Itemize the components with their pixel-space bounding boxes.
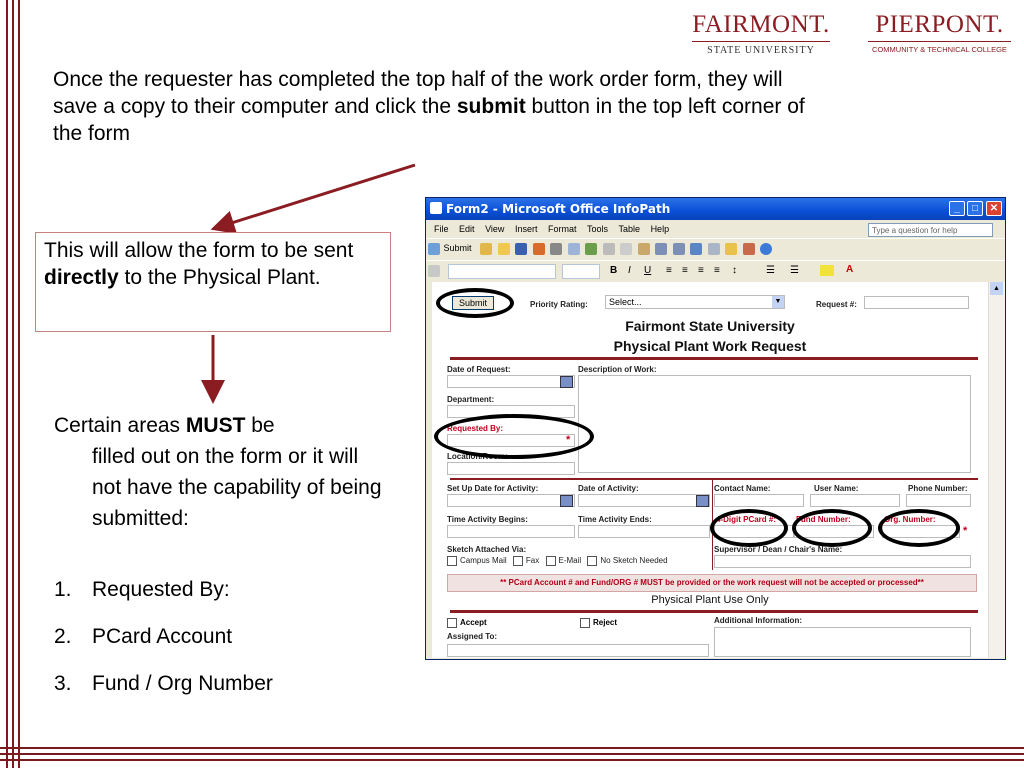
minimize-icon[interactable]: _: [949, 201, 965, 216]
align-left-icon[interactable]: ≡: [666, 265, 672, 276]
form-document: [432, 282, 988, 658]
supervisor-field[interactable]: [714, 555, 971, 568]
style-icon[interactable]: [428, 265, 440, 277]
reject-option: [580, 618, 617, 628]
highlight-pcard: [710, 509, 788, 547]
requirements-intro: [54, 410, 384, 534]
form-title-1: Fairmont State University: [625, 318, 795, 334]
request-number-label: Request #:: [816, 300, 857, 309]
email-icon[interactable]: [533, 243, 545, 255]
list-label: Requested By:: [92, 578, 230, 601]
highlight-icon[interactable]: [820, 265, 834, 276]
title-rule: [450, 357, 978, 360]
standard-toolbar: [426, 238, 1005, 260]
menu-help[interactable]: Help: [650, 224, 670, 234]
window-titlebar: [426, 198, 1005, 220]
accept-label: Accept: [460, 618, 487, 628]
requirements-text: Certain areas: [54, 414, 186, 437]
checkbox[interactable]: [580, 618, 590, 628]
highlight-fund: [792, 509, 872, 547]
font-name-dropdown[interactable]: [448, 264, 556, 279]
contact-name-field[interactable]: [714, 494, 804, 507]
list-item: [54, 625, 273, 672]
copy-icon[interactable]: [620, 243, 632, 255]
additional-info-field[interactable]: [714, 627, 971, 657]
infopath-window: [425, 197, 1006, 660]
font-color-icon[interactable]: A: [846, 264, 854, 275]
list-label: Fund / Org Number: [92, 672, 273, 695]
list-num: 3.: [54, 672, 72, 695]
align-center-icon[interactable]: ≡: [682, 265, 688, 276]
table-icon[interactable]: [708, 243, 720, 255]
open-icon[interactable]: [498, 243, 510, 255]
phone-label: Phone Number:: [908, 484, 968, 493]
user-name-field[interactable]: [810, 494, 900, 507]
section-rule-1: [450, 478, 978, 480]
menu-format[interactable]: Format: [547, 224, 577, 234]
time-ends-field[interactable]: [578, 525, 710, 538]
menu-file[interactable]: File: [434, 224, 449, 234]
time-ends-label: Time Activity Ends:: [578, 515, 652, 524]
chart-icon[interactable]: [725, 243, 737, 255]
close-icon[interactable]: ✕: [986, 201, 1002, 216]
link-icon[interactable]: [690, 243, 702, 255]
department-label: Department:: [447, 395, 495, 404]
form-title-2: Physical Plant Work Request: [613, 338, 807, 354]
fund-number-label: Fund Number:: [796, 515, 851, 524]
list-num: 1.: [54, 578, 72, 601]
org-number-label: Org. Number:: [884, 515, 936, 524]
calendar-icon[interactable]: [696, 495, 709, 507]
menu-view[interactable]: View: [485, 224, 505, 234]
location-field[interactable]: [447, 462, 575, 475]
additional-info-label: Additional Information:: [714, 616, 802, 625]
help-icon[interactable]: [760, 243, 772, 255]
checkbox[interactable]: [587, 556, 597, 566]
checkbox[interactable]: [513, 556, 523, 566]
line-spacing-icon[interactable]: ↕: [732, 265, 737, 276]
menu-insert[interactable]: Insert: [514, 224, 538, 234]
intro-text-part-2: button in the top left corner of the form: [53, 95, 805, 145]
description-field[interactable]: [578, 375, 971, 473]
undo-icon[interactable]: [655, 243, 667, 255]
toolbar-submit-button[interactable]: Submit: [443, 243, 472, 253]
callout-text-bold: directly: [44, 266, 119, 289]
contact-name-label: Contact Name:: [714, 484, 771, 493]
help-search-input[interactable]: Type a question for help: [868, 223, 993, 237]
pcard-label: 4-Digit PCard #:: [716, 515, 777, 524]
calendar-icon[interactable]: [560, 495, 573, 507]
sketch-option-label: Fax: [525, 556, 540, 566]
print-icon[interactable]: [550, 243, 562, 255]
checkbox[interactable]: [546, 556, 556, 566]
assigned-to-field[interactable]: [447, 644, 709, 657]
assigned-to-label: Assigned To:: [447, 632, 498, 641]
submit-icon[interactable]: [428, 243, 440, 255]
cut-icon[interactable]: [603, 243, 615, 255]
research-icon[interactable]: [743, 243, 755, 255]
sketch-options: [447, 556, 668, 566]
submit-button[interactable]: Submit: [452, 296, 494, 310]
description-label: Description of Work:: [578, 365, 657, 374]
priority-select[interactable]: [605, 295, 785, 309]
setup-date-label: Set Up Date for Activity:: [447, 484, 539, 493]
font-size-dropdown[interactable]: [562, 264, 600, 279]
callout-text: This will allow the form to be sent: [44, 239, 354, 262]
requirements-text-2: be: [245, 414, 275, 437]
scroll-up-icon[interactable]: ▲: [990, 282, 1003, 295]
menu-edit[interactable]: Edit: [459, 224, 475, 234]
italic-icon[interactable]: I: [628, 265, 631, 276]
preview-icon[interactable]: [568, 243, 580, 255]
underline-icon[interactable]: U: [644, 265, 652, 276]
sketch-option-label: No Sketch Needed: [600, 556, 668, 566]
vertical-scrollbar[interactable]: [988, 282, 1005, 658]
requested-by-asterisk: *: [566, 434, 571, 446]
highlight-submit: [436, 288, 514, 318]
request-number-field[interactable]: [864, 296, 969, 309]
list-item: [54, 672, 273, 719]
justify-icon[interactable]: ≡: [714, 265, 720, 276]
supervisor-label: Supervisor / Dean / Chair's Name:: [714, 545, 843, 554]
fairmont-logo-sub: STATE UNIVERSITY: [707, 45, 815, 56]
checkbox[interactable]: [447, 618, 457, 628]
setup-date-field[interactable]: [447, 494, 575, 507]
list-num: 2.: [54, 625, 72, 648]
org-number-asterisk: *: [963, 525, 968, 537]
requested-by-label: Requested By:: [447, 424, 504, 433]
list-item: [54, 578, 273, 625]
date-activity-label: Date of Activity:: [578, 484, 639, 493]
spell-icon[interactable]: [585, 243, 597, 255]
menu-table[interactable]: Table: [618, 224, 641, 234]
callout-text-2: to the Physical Plant.: [118, 266, 321, 289]
maximize-icon[interactable]: □: [967, 201, 983, 216]
bold-icon[interactable]: B: [610, 265, 618, 276]
menu-bar: [426, 220, 1005, 238]
menu-tools[interactable]: Tools: [587, 224, 609, 234]
date-activity-field[interactable]: [578, 494, 710, 507]
date-of-request-label: Date of Request:: [447, 365, 511, 374]
sketch-label: Sketch Attached Via:: [447, 545, 527, 554]
intro-text-bold: submit: [456, 95, 526, 118]
arrow-to-callout: [222, 165, 415, 226]
requirements-list: [54, 578, 273, 719]
priority-label: Priority Rating:: [530, 300, 588, 309]
priority-select-value: Select...: [609, 297, 642, 307]
numbering-icon[interactable]: ☰: [766, 265, 775, 276]
sketch-option-label: E-Mail: [558, 556, 582, 566]
time-begins-label: Time Activity Begins:: [447, 515, 528, 524]
align-right-icon[interactable]: ≡: [698, 265, 704, 276]
highlight-requested-by: [434, 414, 594, 459]
paste-icon[interactable]: [638, 243, 650, 255]
fairmont-logo-name: FAIRMONT.: [692, 11, 830, 38]
callout-box: [35, 232, 391, 332]
section-rule-2: [450, 610, 978, 613]
user-name-label: User Name:: [814, 484, 859, 493]
window-title: Form2 - Microsoft Office InfoPath: [446, 202, 671, 216]
intro-text-part: Once the requester has completed the top half of the work order form, they will save a copy to their computer and click the: [53, 68, 783, 118]
accept-option: [447, 618, 487, 628]
sketch-option-label: Campus Mail: [460, 556, 507, 566]
date-of-request-field[interactable]: [447, 375, 575, 388]
app-icon: [430, 202, 442, 214]
reject-label: Reject: [593, 618, 618, 628]
redo-icon[interactable]: [673, 243, 685, 255]
bullets-icon[interactable]: ☰: [790, 265, 799, 276]
warning-banner: ** PCard Account # and Fund/ORG # MUST be provided or the work request will not be accepted or processed**: [447, 574, 977, 592]
phone-field[interactable]: [906, 494, 971, 507]
requirements-must: MUST: [185, 414, 246, 437]
location-label: Location/Room:: [447, 452, 508, 461]
requirements-rest: filled out on the form or it will not have the capability of being submitted:: [92, 445, 382, 530]
pierpont-logo-sub: COMMUNITY & TECHNICAL COLLEGE: [872, 45, 1007, 54]
highlight-org: [878, 509, 960, 547]
list-label: PCard Account: [92, 625, 233, 648]
save-icon[interactable]: [515, 243, 527, 255]
design-icon[interactable]: [480, 243, 492, 255]
formatting-toolbar: [426, 260, 1005, 282]
chevron-down-icon: ▼: [772, 296, 784, 308]
use-only-title: Physical Plant Use Only: [651, 594, 769, 606]
pierpont-logo-name: PIERPONT.: [875, 11, 1004, 38]
time-begins-field[interactable]: [447, 525, 575, 538]
calendar-icon[interactable]: [560, 376, 573, 388]
checkbox[interactable]: [447, 556, 457, 566]
